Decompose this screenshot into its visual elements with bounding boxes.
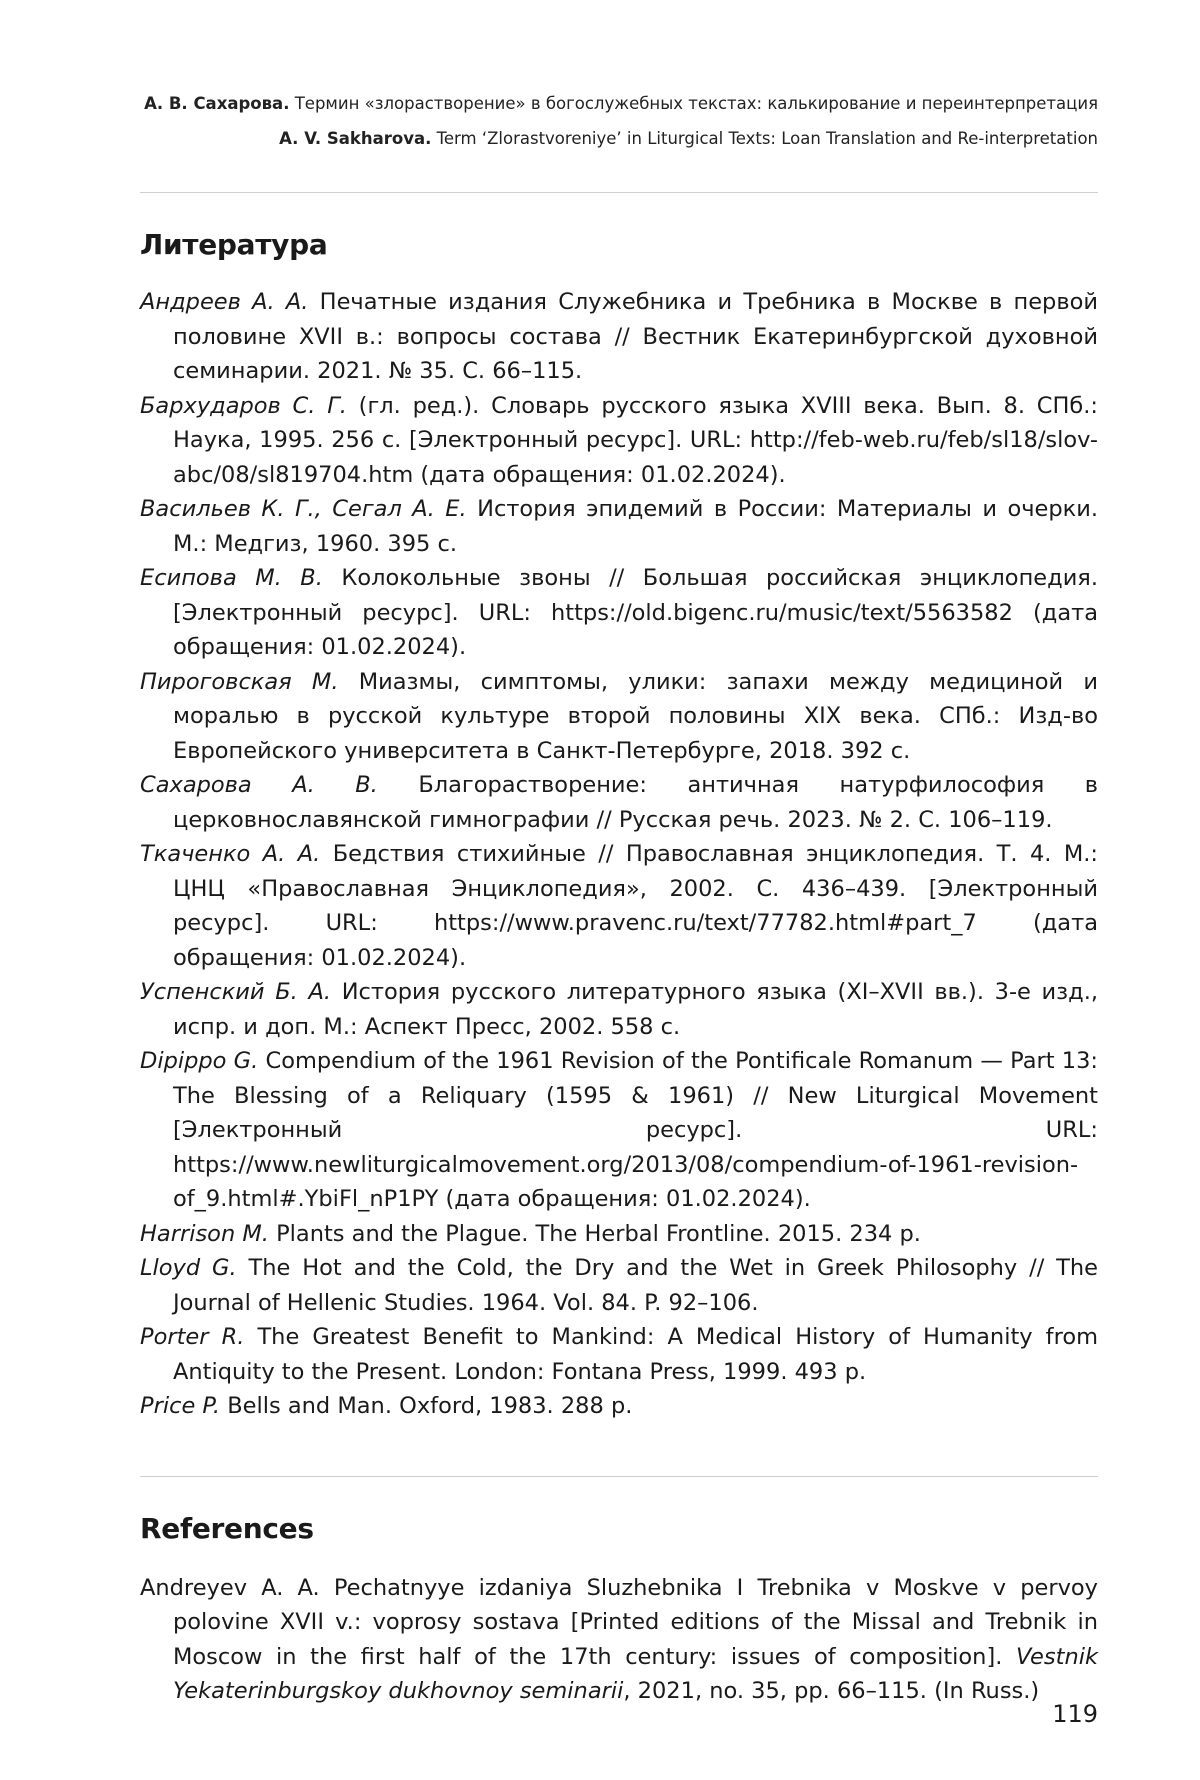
running-head-en <box>140 121 1098 156</box>
entry-author: Успенский Б. А. <box>140 979 332 1005</box>
entry-text: Миазмы, симптомы, улики: запахи между медициной и моралью в русской культуре второй половины XIX века. СПб.: Изд-во Европейского университета в Санкт-Петербурге, 2018. 392 с. <box>173 668 1098 764</box>
entry-author: Бархударов С. Г. <box>140 392 347 419</box>
entry-author: Андреев А. А. <box>140 289 309 315</box>
page-number: 119 <box>1052 1700 1098 1728</box>
running-head-ru-author: А. В. Сахарова. <box>144 94 290 113</box>
literature-entry <box>140 1217 1098 1252</box>
running-head <box>140 86 1098 156</box>
literature-entry <box>140 492 1098 561</box>
entry-author: Пироговская М. <box>140 668 339 695</box>
entry-author: Ткаченко А. А. <box>140 841 321 867</box>
running-head-en-author: A. V. Sakharova. <box>279 129 432 148</box>
entry-text: История русского литературного языка (XI–XVII вв.). 3-е изд., испр. и доп. М.: Аспект Пресс, 2002. 558 с. <box>173 979 1099 1040</box>
literature-entry <box>140 1044 1098 1217</box>
entry-text: The Greatest Benefit to Mankind: A Medical History of Humanity from Antiquity to the Present. London: Fontana Press, 1999. 493 p. <box>173 1324 1099 1385</box>
entry-text: (гл. ред.). Словарь русского языка XVIII века. Вып. 8. СПб.: Наука, 1995. 256 с. [Электронный ресурс]. URL: http://feb-web.ru/feb/sl18/slov-abc/08/sl819704.htm (дата обращения: 01.02.2024). <box>173 392 1098 488</box>
entry-text: Compendium of the 1961 Revision of the Pontificale Romanum — Part 13: The Blessing of a Reliquary (1595 & 1961) // New Liturgical Movement [Электронный ресурс]. URL: https://www.newliturgicalmovement.org/2013/08/compendium-of-1961-revision-of_9.html#.YbiFl_nP1PY (дата обращения: 01.02.2024). <box>173 1048 1098 1212</box>
entry-author: Porter R. <box>140 1324 245 1350</box>
entry-author: Есипова М. В. <box>140 565 323 591</box>
journal-page <box>140 0 1098 1709</box>
running-head-ru <box>140 86 1098 121</box>
literature-entry <box>140 561 1098 665</box>
literature-entry <box>140 837 1098 975</box>
entry-author: Васильев К. Г., Сегал А. Е. <box>140 496 467 522</box>
entry-author: Dipippo G. <box>140 1048 259 1074</box>
entry-author: Сахарова А. В. <box>140 772 378 798</box>
entry-text: История эпидемий в России: Материалы и очерки. М.: Медгиз, 1960. 395 с. <box>173 496 1098 557</box>
entry-text: Bells and Man. Oxford, 1983. 288 p. <box>227 1393 633 1419</box>
entry-text: Печатные издания Служебника и Требника в Москве в первой половине XVII в.: вопросы состава // Вестник Екатеринбургской духовной семинарии. 2021. № 35. С. 66–115. <box>173 289 1098 384</box>
entry-text: The Hot and the Cold, the Dry and the Wet in Greek Philosophy // The Journal of Hellenic Studies. 1964. Vol. 84. P. 92–106. <box>173 1255 1098 1316</box>
literature-entry <box>140 665 1098 769</box>
entry-text: Бедствия стихийные // Православная энциклопедия. Т. 4. М.: ЦНЦ «Православная Энциклопедия», 2002. С. 436–439. [Электронный ресурс]. URL: https://www.pravenc.ru/text/77782.html#part_7 (дата обращения: 01.02.2024). <box>173 841 1099 971</box>
literature-entry <box>140 1251 1098 1320</box>
literature-list <box>140 285 1098 1424</box>
entry-author: Lloyd G. <box>140 1255 237 1281</box>
references-heading: References <box>140 1511 314 1545</box>
entry-author: Harrison M. <box>140 1220 269 1247</box>
references-list <box>140 1571 1098 1709</box>
literature-entry <box>140 1389 1098 1424</box>
literature-entry <box>140 285 1098 389</box>
header-divider <box>140 192 1098 193</box>
reference-entry <box>140 1571 1098 1709</box>
reference-details: , 2021, no. 35, pp. 66–115. (In Russ.) <box>623 1678 1040 1704</box>
entry-author: Price P. <box>140 1393 221 1419</box>
literature-heading: Литература <box>140 228 328 261</box>
entry-text: Колокольные звоны // Большая российская энциклопедия. [Электронный ресурс]. URL: https://old.bigenc.ru/music/text/5563582 (дата обращения: 01.02.2024). <box>173 565 1098 660</box>
literature-entry <box>140 1320 1098 1389</box>
section-divider <box>140 1476 1098 1477</box>
literature-entry <box>140 389 1098 493</box>
entry-text: Благорастворение: античная натурфилософия в церковнославянской гимнографии // Русская речь. 2023. № 2. С. 106–119. <box>173 772 1098 833</box>
reference-text: Andreyev A. A. Pechatnyye izdaniya Sluzhebnika I Trebnika v Moskve v pervoy polovine XVII v.: voprosy sostava [Printed editions of the Missal and Trebnik in Moscow in the first half of the 17th century: issues of composition]. <box>140 1574 1098 1670</box>
reference-journal: Vestnik Yekaterinburgskoy dukhovnoy seminarii <box>173 1643 1098 1704</box>
literature-entry <box>140 768 1098 837</box>
running-head-en-title: Term ‘Zlorastvoreniye’ in Liturgical Texts: Loan Translation and Re-interpretation <box>436 129 1098 148</box>
running-head-ru-title: Термин «злорастворение» в богослужебных текстах: калькирование и переинтерпретация <box>294 94 1098 113</box>
entry-text: Plants and the Plague. The Herbal Frontline. 2015. 234 p. <box>276 1220 921 1247</box>
literature-entry <box>140 975 1098 1044</box>
